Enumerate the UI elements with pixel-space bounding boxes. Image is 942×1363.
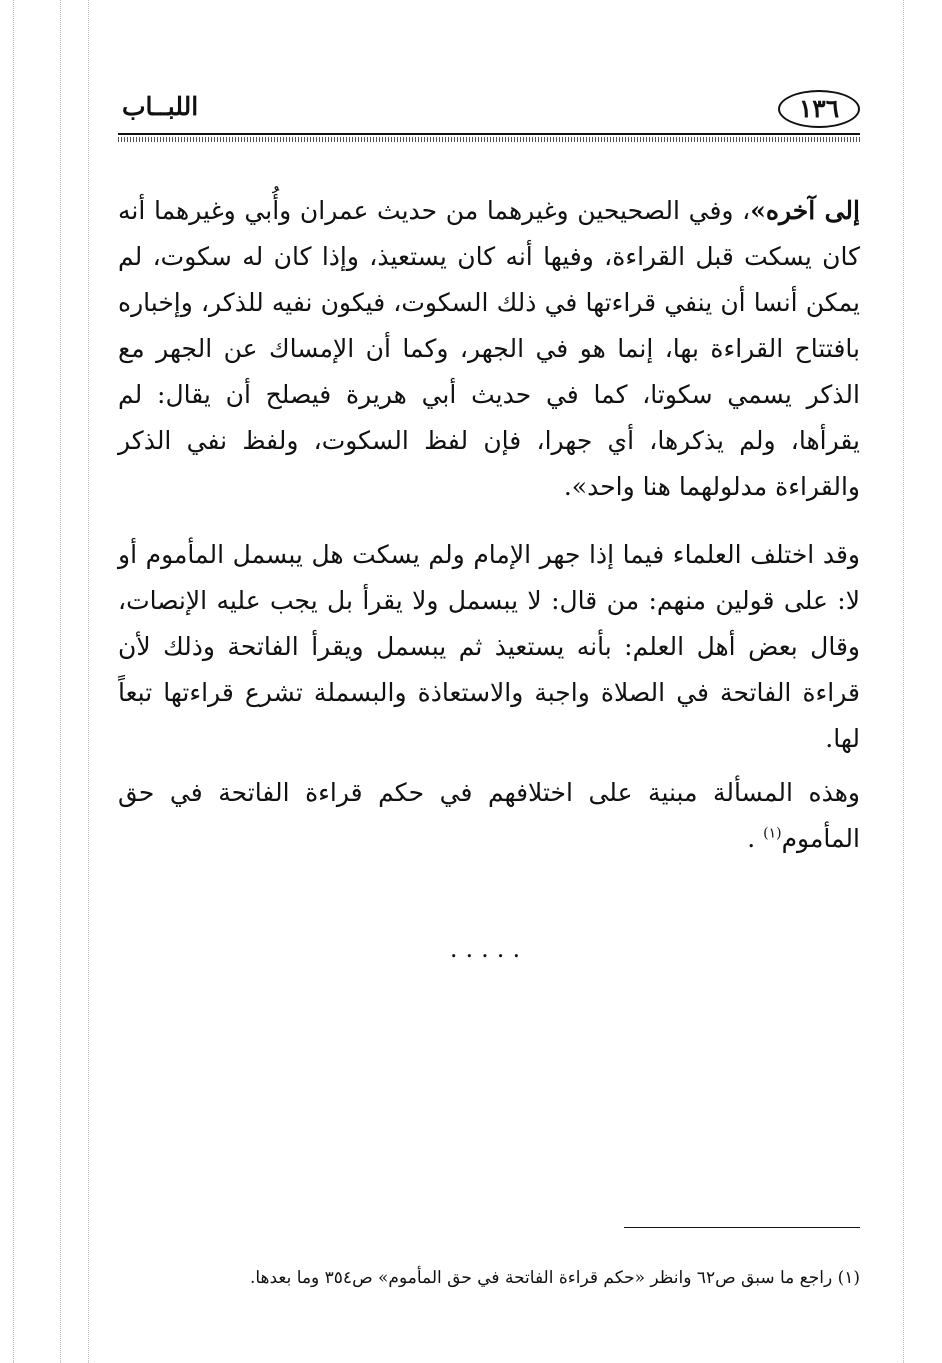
running-title: اللبــاب <box>122 92 199 121</box>
header-hatch-rule <box>118 137 860 142</box>
quote-end: إلى آخره» <box>750 196 860 225</box>
page-number: ١٣٦ <box>778 90 860 128</box>
paragraph-3 <box>118 770 860 862</box>
main-text <box>118 188 860 862</box>
scan-artifact-line <box>13 0 14 1363</box>
paragraph-3-end: . <box>747 824 756 853</box>
paragraph-3-text: وهذه المسألة مبنية على اختلافهم في حكم قراءة الفاتحة في حق المأموم <box>118 778 860 853</box>
paragraph-1 <box>118 188 860 510</box>
scan-artifact-line <box>60 0 61 1363</box>
section-separator: ..... <box>449 935 529 963</box>
paragraph-2: وقد اختلف العلماء فيما إذا جهر الإمام ولم يسكت هل يبسمل المأموم أو لا: على قولين منهم: من قال: لا يبسمل ولا يقرأ بل يجب عليه الإنصات، وقال بعض أهل العلم: بأنه يستعيذ ثم يبسمل ويقرأ الفاتحة وذلك لأن قراءة الفاتحة في الصلاة واجبة والاستعاذة والبسملة تشرع قراءتها تبعاً لها. <box>118 540 860 753</box>
header-rule <box>118 133 860 135</box>
page-header <box>118 88 860 138</box>
footnote: (١) راجع ما سبق ص٦٢ وانظر «حكم قراءة الفاتحة في حق المأموم» ص٣٥٤ وما بعدها. <box>249 1268 860 1288</box>
footnote-rule <box>624 1227 860 1228</box>
paragraph-1-text: ، وفي الصحيحين وغيرهما من حديث عمران وأُبي وغيرهما أنه كان يسكت قبل القراءة، وفيها أنه كان يستعيذ، وإذا كان له سكوت، لم يمكن أنسا أن ينفي قراءتها في ذلك السكوت، فيكون نفيه للذكر، وإخباره بافتتاح القراءة بها، إنما هو في الجهر، وكما أن الإمساك عن الجهر مع الذكر يسمي سكوتا، كما في حديث أبي هريرة فيصلح أن يقال: لم يقرأها، ولم يذكرها، أي جهرا، فإن لفظ السكوت، ولفظ نفي الذكر والقراءة مدلولهما هنا واحد». <box>118 196 860 501</box>
footnote-reference: (١) <box>763 825 782 842</box>
scan-artifact-line <box>88 0 89 1363</box>
scan-artifact-line <box>903 0 904 1363</box>
